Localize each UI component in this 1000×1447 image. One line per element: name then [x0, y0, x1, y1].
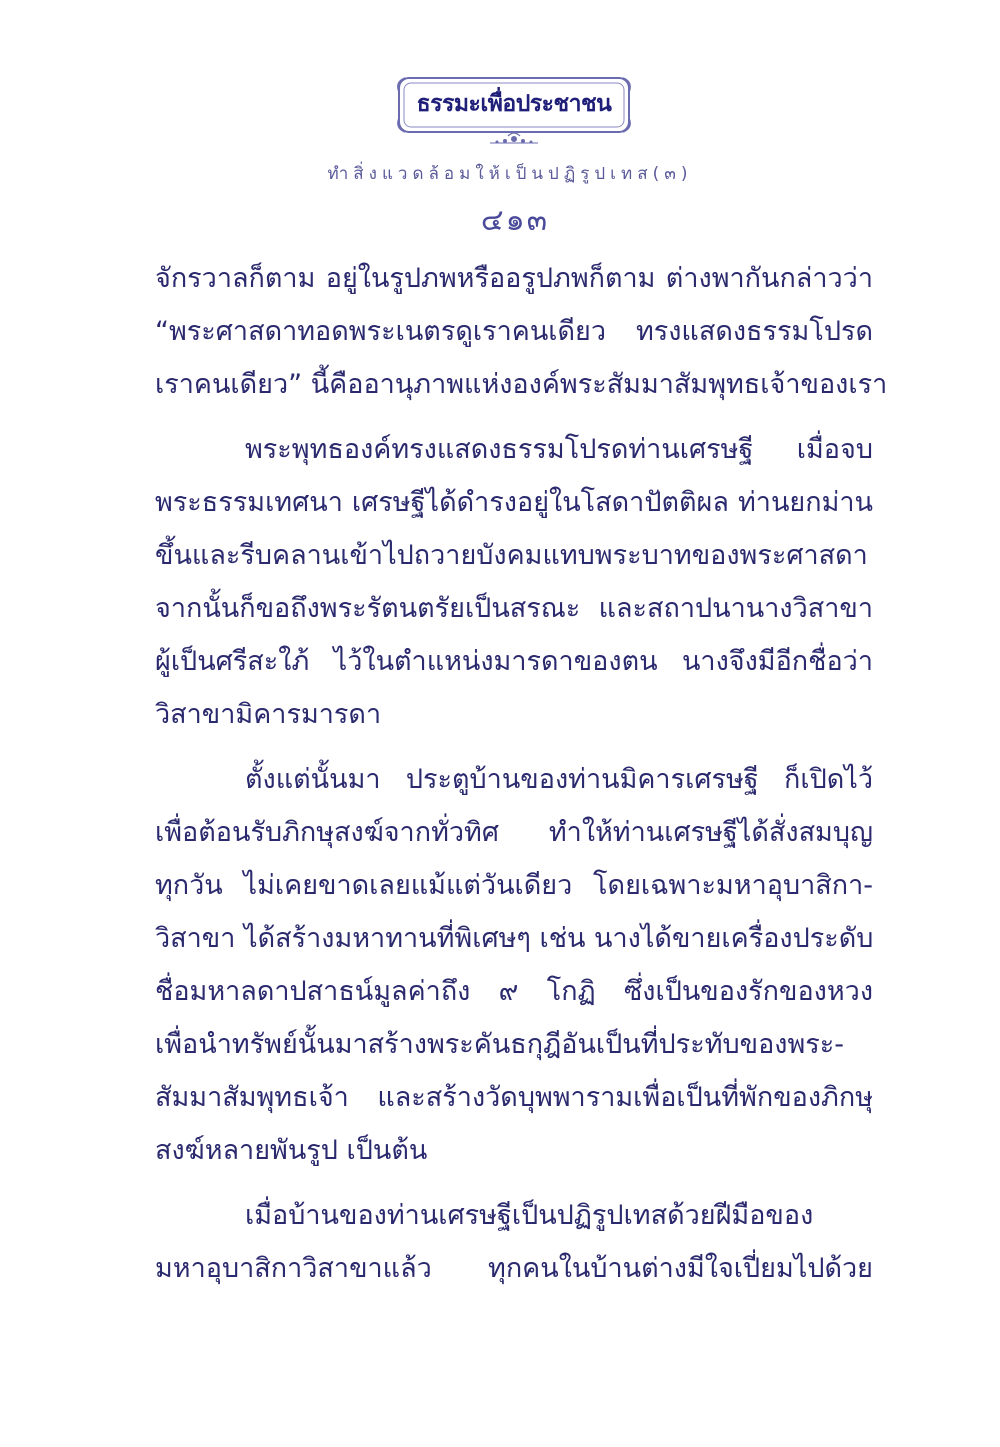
page-number: ๔๑๓: [480, 203, 550, 238]
text-line: สัมมาสัมพุทธเจ้า และสร้างวัดบุพพารามเพื่อเป็นที่พักของภิกษุ: [155, 1082, 873, 1113]
chapter-subtitle: ทำสิ่งแวดล้อมให้เป็นปฏิรูปเทส(๓): [327, 164, 693, 184]
text-line: เราคนเดียว” นี้คืออานุภาพแห่งองค์พระสัมมาสัมพุทธเจ้าของเรา: [155, 369, 888, 400]
text-line: จากนั้นก็ขอถึงพระรัตนตรัยเป็นสรณะ และสถาปนานางวิสาขา: [155, 593, 873, 624]
text-line: ชื่อมหาลดาปสาธน์มูลค่าถึง ๙ โกฏิ ซึ่งเป็นของรักของหวง: [155, 976, 873, 1007]
text-line: เมื่อบ้านของท่านเศรษฐีเป็นปฏิรูปเทสด้วยฝีมือของ: [245, 1200, 814, 1231]
paragraph: [155, 753, 873, 1177]
badge-title: ธรรมะเพื่อประชาชน: [416, 91, 612, 117]
text-line: เพื่อต้อนรับภิกษุสงฆ์จากทั่วทิศ ทำให้ท่านเศรษฐีได้สั่งสมบุญ: [155, 817, 873, 848]
text-line: วิสาขา ได้สร้างมหาทานที่พิเศษๆ เช่น นางได้ขายเครื่องประดับ: [155, 923, 874, 954]
text-line: จักรวาลก็ตาม อยู่ในรูปภพหรืออรูปภพก็ตาม ต่างพากันกล่าวว่า: [155, 263, 873, 294]
text-line: วิสาขามิคารมารดา: [155, 699, 382, 730]
text-line: เพื่อนำทรัพย์นั้นมาสร้างพระคันธกุฎีอันเป็นที่ประทับของพระ-: [155, 1029, 845, 1060]
body-text: [155, 252, 888, 1295]
text-line: มหาอุบาสิกาวิสาขาแล้ว ทุกคนในบ้านต่างมีใจเปี่ยมไปด้วย: [155, 1253, 873, 1284]
text-line: พระธรรมเทศนา เศรษฐีได้ดำรงอยู่ในโสดาปัตติผล ท่านยกม่าน: [155, 487, 873, 518]
text-line: ทุกวัน ไม่เคยขาดเลยแม้แต่วันเดียว โดยเฉพาะมหาอุบาสิกา-: [155, 870, 873, 901]
text-line: ผู้เป็นศรีสะใภ้ ไว้ในตำแหน่งมารดาของตน นางจึงมีอีกชื่อว่า: [155, 646, 873, 677]
text-line: พระพุทธองค์ทรงแสดงธรรมโปรดท่านเศรษฐี เมื่อจบ: [245, 434, 873, 465]
paragraph: [155, 1189, 873, 1295]
paragraph: [155, 423, 873, 741]
text-line: สงฆ์หลายพันรูป เป็นต้น: [155, 1135, 428, 1166]
paragraph: [155, 252, 888, 411]
text-line: ขึ้นและรีบคลานเข้าไปถวายบังคมแทบพระบาทของพระศาสดา: [155, 540, 868, 571]
text-line: “พระศาสดาทอดพระเนตรดูเราคนเดียว ทรงแสดงธรรมโปรด: [155, 316, 873, 347]
header-badge: [395, 72, 633, 152]
text-line: ตั้งแต่นั้นมา ประตูบ้านของท่านมิคารเศรษฐี ก็เปิดไว้: [245, 764, 873, 795]
